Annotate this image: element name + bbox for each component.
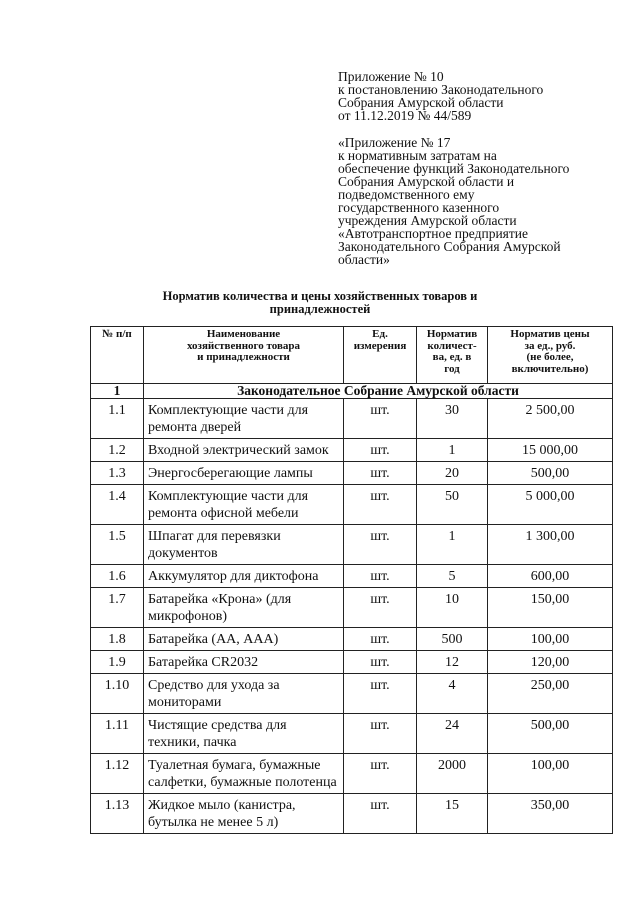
- quote-line: обеспечение функций Законодательного: [338, 161, 570, 176]
- table-row: [91, 754, 613, 794]
- table-row: [91, 588, 613, 628]
- row-quantity: 15: [417, 794, 488, 834]
- row-quantity: 5: [417, 565, 488, 588]
- row-name: Входной электрический замок: [144, 439, 344, 462]
- header-price: Норматив цены за ед., руб. (не более, включительно): [488, 327, 613, 384]
- row-number: 1.2: [91, 439, 144, 462]
- title-line: принадлежностей: [269, 302, 371, 316]
- row-quantity: 1: [417, 525, 488, 565]
- row-price: 120,00: [488, 651, 613, 674]
- norm-table: [90, 326, 613, 834]
- row-unit: шт.: [344, 565, 417, 588]
- row-price: 15 000,00: [488, 439, 613, 462]
- quote-line: учреждения Амурской области: [338, 213, 517, 228]
- row-number: 1.4: [91, 485, 144, 525]
- row-name: Комплектующие части для ремонта дверей: [144, 399, 344, 439]
- quote-line: подведомственного ему: [338, 187, 475, 202]
- quote-line: «Автотранспортное предприятие: [338, 226, 528, 241]
- row-name: Комплектующие части для ремонта офисной мебели: [144, 485, 344, 525]
- row-name: Батарейка CR2032: [144, 651, 344, 674]
- table-row: [91, 439, 613, 462]
- row-quantity: 4: [417, 674, 488, 714]
- column-number: 1: [91, 384, 144, 399]
- quote-line: Законодательного Собрания Амурской: [338, 239, 561, 254]
- appendix-header: [338, 70, 628, 266]
- row-unit: шт.: [344, 525, 417, 565]
- row-unit: шт.: [344, 628, 417, 651]
- row-quantity: 24: [417, 714, 488, 754]
- row-price: 250,00: [488, 674, 613, 714]
- header-quantity: Норматив количест- ва, ед. в год: [417, 327, 488, 384]
- row-quantity: 20: [417, 462, 488, 485]
- section-title: Законодательное Собрание Амурской области: [144, 384, 613, 399]
- row-name: Чистящие средства для техники, пачка: [144, 714, 344, 754]
- row-quantity: 12: [417, 651, 488, 674]
- appendix-line: от 11.12.2019 № 44/589: [338, 108, 472, 123]
- row-name: Шпагат для перевязки документов: [144, 525, 344, 565]
- row-name: Туалетная бумага, бумажные салфетки, бумажные полотенца: [144, 754, 344, 794]
- table-header-row: [91, 327, 613, 384]
- row-price: 150,00: [488, 588, 613, 628]
- row-unit: шт.: [344, 439, 417, 462]
- row-name: Батарейка (АА, ААА): [144, 628, 344, 651]
- row-name: Энергосберегающие лампы: [144, 462, 344, 485]
- row-number: 1.12: [91, 754, 144, 794]
- table-row: [91, 565, 613, 588]
- row-unit: шт.: [344, 674, 417, 714]
- row-quantity: 500: [417, 628, 488, 651]
- document-title: [90, 290, 550, 316]
- row-number: 1.8: [91, 628, 144, 651]
- appendix-line: к постановлению Законодательного: [338, 82, 544, 97]
- row-number: 1.1: [91, 399, 144, 439]
- table-row: [91, 399, 613, 439]
- quote-line: Собрания Амурской области и: [338, 174, 515, 189]
- row-name: Батарейка «Крона» (для микрофонов): [144, 588, 344, 628]
- row-price: 350,00: [488, 794, 613, 834]
- row-number: 1.3: [91, 462, 144, 485]
- row-quantity: 1: [417, 439, 488, 462]
- table-row: [91, 485, 613, 525]
- row-quantity: 2000: [417, 754, 488, 794]
- row-number: 1.13: [91, 794, 144, 834]
- row-unit: шт.: [344, 714, 417, 754]
- appendix-line: Собрания Амурской области: [338, 95, 504, 110]
- row-price: 100,00: [488, 754, 613, 794]
- row-price: 500,00: [488, 714, 613, 754]
- row-price: 2 500,00: [488, 399, 613, 439]
- table-row: [91, 674, 613, 714]
- row-number: 1.5: [91, 525, 144, 565]
- quote-line: области»: [338, 252, 390, 267]
- quote-line: к нормативным затратам на: [338, 148, 497, 163]
- table-row: [91, 714, 613, 754]
- table-row: [91, 462, 613, 485]
- row-number: 1.7: [91, 588, 144, 628]
- row-unit: шт.: [344, 651, 417, 674]
- row-number: 1.6: [91, 565, 144, 588]
- row-price: 100,00: [488, 628, 613, 651]
- row-number: 1.9: [91, 651, 144, 674]
- spacer: [338, 122, 628, 136]
- column-number-row: [91, 384, 613, 399]
- row-price: 600,00: [488, 565, 613, 588]
- row-unit: шт.: [344, 485, 417, 525]
- row-price: 1 300,00: [488, 525, 613, 565]
- header-number: № п/п: [91, 327, 144, 384]
- quote-line: государственного казенного: [338, 200, 500, 215]
- table-row: [91, 525, 613, 565]
- row-unit: шт.: [344, 399, 417, 439]
- quote-line: «Приложение № 17: [338, 135, 451, 150]
- header-unit: Ед. измерения: [344, 327, 417, 384]
- header-name: Наименование хозяйственного товара и принадлежности: [144, 327, 344, 384]
- appendix-line: Приложение № 10: [338, 69, 444, 84]
- row-quantity: 10: [417, 588, 488, 628]
- table-row: [91, 651, 613, 674]
- row-unit: шт.: [344, 794, 417, 834]
- row-quantity: 50: [417, 485, 488, 525]
- row-price: 500,00: [488, 462, 613, 485]
- table-row: [91, 628, 613, 651]
- row-unit: шт.: [344, 754, 417, 794]
- row-unit: шт.: [344, 588, 417, 628]
- row-number: 1.11: [91, 714, 144, 754]
- row-name: Средство для ухода за мониторами: [144, 674, 344, 714]
- row-price: 5 000,00: [488, 485, 613, 525]
- title-line: Норматив количества и цены хозяйственных товаров и: [162, 289, 478, 303]
- row-unit: шт.: [344, 462, 417, 485]
- row-name: Аккумулятор для диктофона: [144, 565, 344, 588]
- row-name: Жидкое мыло (канистра, бутылка не менее 5 л): [144, 794, 344, 834]
- table-row: [91, 794, 613, 834]
- row-quantity: 30: [417, 399, 488, 439]
- row-number: 1.10: [91, 674, 144, 714]
